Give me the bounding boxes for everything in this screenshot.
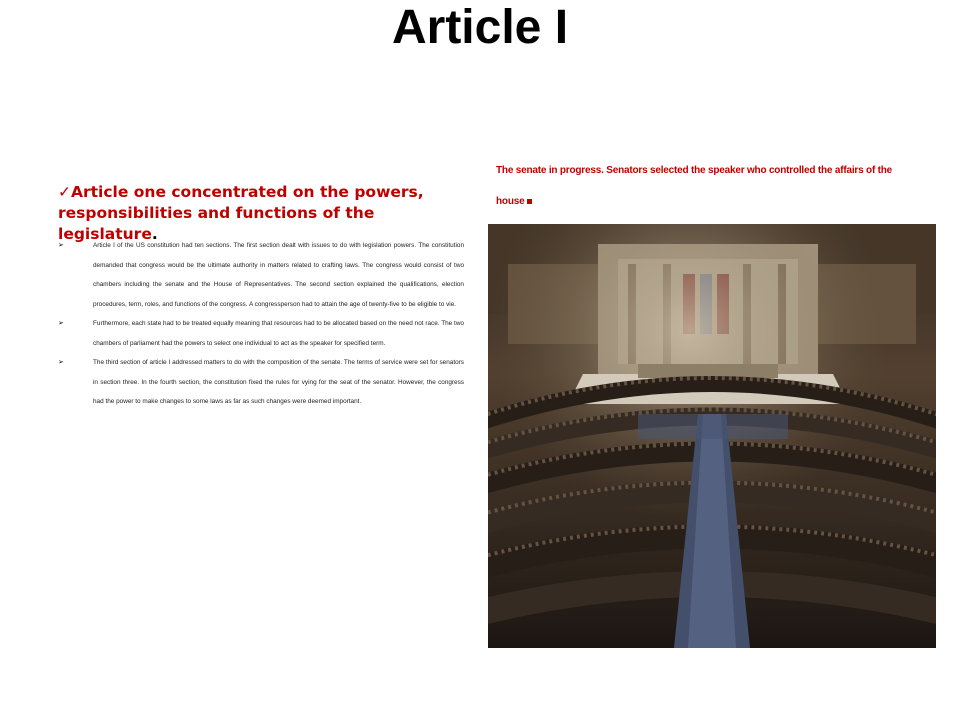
- heading-period: .: [151, 225, 158, 243]
- senate-chamber-illustration: [488, 224, 936, 648]
- bullet-item: [58, 314, 464, 353]
- slide-title: Article I: [391, 1, 569, 54]
- bullet-text: Furthermore, each state had to be treated equally meaning that resources had to be allocated based on the need not race. The two chambers of parliament had the powers to select one individual to act as the speaker for specified term.: [93, 320, 464, 347]
- caption-text: The senate in progress. Senators selected the speaker who controlled the affairs of the house: [496, 165, 893, 207]
- bullet-text: Article I of the US constitution had ten sections. The first section dealt with issues to do with legislation powers. The constitution demanded that congress would be the ultimate authority in matters related to crafting laws. The congress would consist of two chambers including the senate and the House of Representatives. The second section explained the qualifications, election procedures, term, roles, and functions of the congress. A congressperson had to attain the age of twenty-five to be eligible to vie.: [93, 242, 464, 308]
- bullet-list: [58, 236, 464, 412]
- photo-caption: [496, 155, 916, 217]
- heading-text: Article one concentrated on the powers, responsibilities and functions of the legislature: [58, 183, 424, 243]
- square-bullet-icon: [527, 199, 532, 204]
- arrow-bullet-icon: ➢: [58, 320, 64, 327]
- bullet-item: [58, 236, 464, 314]
- senate-chamber-photo: [488, 224, 936, 648]
- checkmark-icon: ✓: [58, 183, 71, 201]
- arrow-bullet-icon: ➢: [58, 242, 64, 249]
- arrow-bullet-icon: ➢: [58, 359, 64, 366]
- bullet-item: [58, 353, 464, 412]
- bullet-text: The third section of article I addressed matters to do with the composition of the senate. The terms of service were set for senators in section three. In the fourth section, the constitution fixed the rules for vying for the seat of the senator. However, the congress had the power to make changes to some laws as far as such changes were deemed important.: [93, 359, 464, 405]
